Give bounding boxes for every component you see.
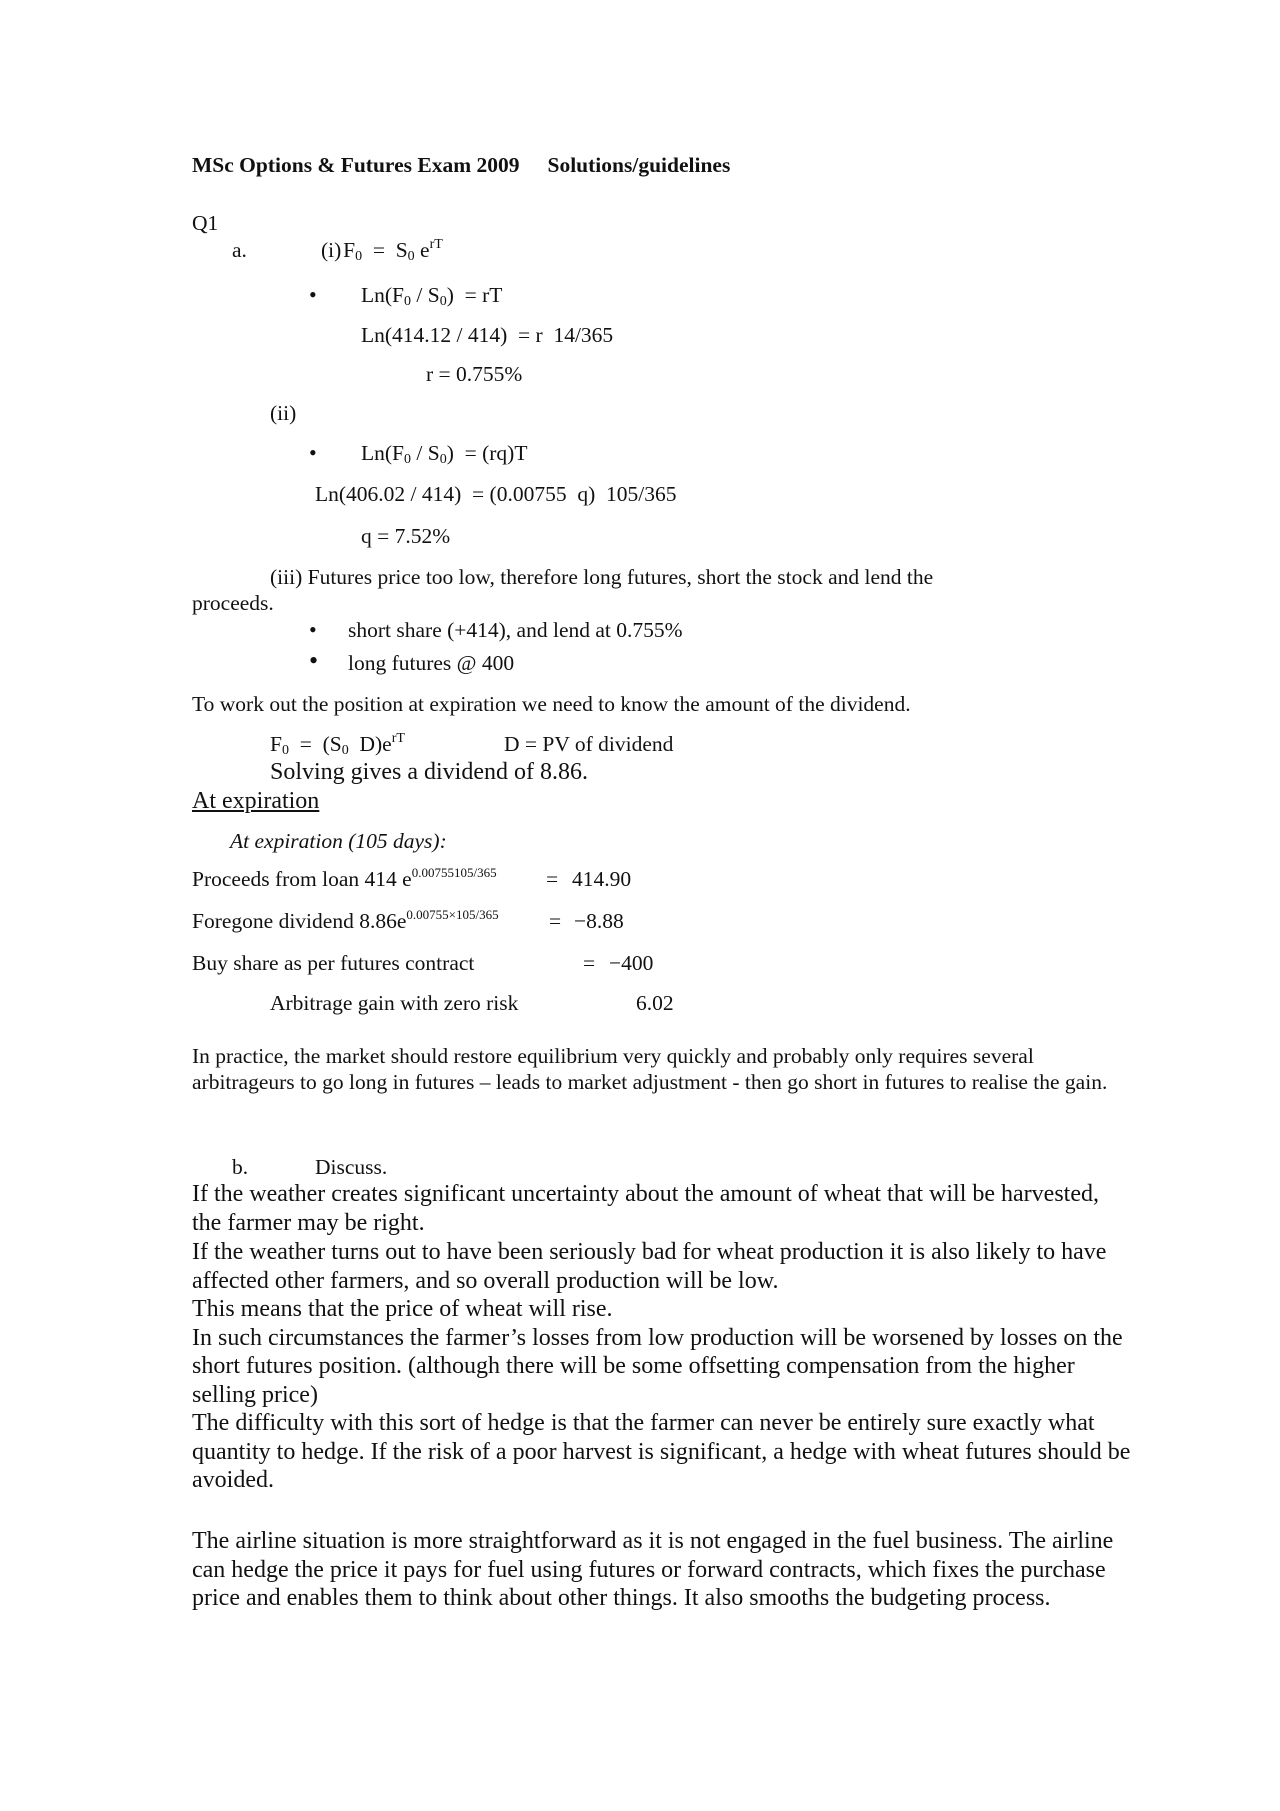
part-i-label: (i) [321,238,342,262]
buy-row-label: Buy share as per futures contract [192,951,475,975]
superscript: 0.00755×105/365 [406,907,499,922]
subscript: 0 [404,294,411,309]
dividend-intro: To work out the position at expiration we need to know the amount of the dividend. [192,692,911,716]
part-ii-substitution: Ln(406.02 / 414) = (0.00755 q) 105/365 [315,482,677,506]
formula-text: / S [411,283,440,307]
part-iii-text-cont: proceeds. [192,591,274,615]
formula-text: = S [362,238,408,262]
proceeds-row-label [192,866,497,892]
row-label-text: Foregone dividend 8.86e [192,909,407,933]
bullet-short-share: short share (+414), and lend at 0.755% [348,618,683,642]
gain-row-value: 6.02 [636,991,674,1015]
paragraph: The difficulty with this sort of hedge is that the farmer can never be entirely sure exactly what quantity to hedge. If the risk of a poor harvest is significant, a hedge with wheat futures should be avoided. [192,1410,1131,1493]
dividend-row-equals: = [549,909,562,933]
formula-text: ) = (rq)T [446,441,528,465]
formula-text: D)e [348,732,392,756]
formula-text: ) = rT [446,283,503,307]
paragraph: In such circumstances the farmer’s losses from low production will be worsened by losses on the short futures position. (although there will be some offsetting compensation from the higher selling price) [192,1324,1123,1408]
bullet-icon: • [309,440,317,465]
formula-text: / S [411,441,440,465]
superscript: 0.00755105/365 [411,865,497,880]
dividend-solution: Solving gives a dividend of 8.86. [270,759,588,785]
subscript: 0 [341,743,349,758]
formula-text: = (S [288,732,342,756]
buy-row-equals: = [583,951,596,975]
f-symbol: F [343,238,356,262]
solutions-label: Solutions/guidelines [547,153,731,177]
at-expiration-heading: At expiration [192,788,320,814]
exam-title: MSc Options & Futures Exam 2009 [192,153,520,177]
proceeds-row-value: 414.90 [572,867,632,891]
part-i-formula [321,237,443,263]
row-label-text: Proceeds from loan 414 e [192,867,412,891]
formula-text: Ln(F [361,441,404,465]
formula-text: e [414,238,430,262]
part-ii-result: q = 7.52% [361,524,451,548]
part-ii-log-formula [361,440,527,466]
bullet-icon: • [309,646,319,675]
part-iii-text: (iii) Futures price too low, therefore long futures, short the stock and lend the [270,565,934,589]
part-i-substitution: Ln(414.12 / 414) = r 14/365 [361,323,614,347]
subscript: 0 [439,452,447,467]
formula-text: F [270,732,282,756]
buy-row-value: −400 [609,951,654,975]
dividend-formula [270,731,405,757]
proceeds-row-equals: = [546,867,559,891]
dividend-row-value: −8.88 [574,909,624,933]
part-i-log-formula [361,282,502,308]
q1-label: Q1 [192,211,219,235]
gain-row-label: Arbitrage gain with zero risk [270,991,519,1015]
subscript: 0 [281,743,289,758]
at-expiration-subheading: At expiration (105 days): [230,829,447,853]
part-b-body [192,1180,1132,1495]
superscript: rT [429,237,443,252]
part-ii-label: (ii) [270,401,297,425]
subscript: 0 [355,249,363,264]
airline-paragraph: The airline situation is more straightforward as it is not engaged in the fuel business. The airline can hedge the price it pays for fuel using futures or forward contracts, which fixes the purchase price and enables them to think about other things. It also smooths the budgeting process. [192,1528,1114,1611]
superscript: rT [391,731,405,746]
subscript: 0 [439,294,447,309]
paragraph: If the weather creates significant uncertainty about the amount of wheat that will be harvested, the farmer may be right. [192,1181,1099,1236]
paragraph: If the weather turns out to have been seriously bad for wheat production it is also likely to have affected other farmers, and so overall production will be low. [192,1239,1107,1294]
subscript: 0 [407,249,415,264]
bullet-icon: • [309,617,317,642]
practice-paragraph: In practice, the market should restore equilibrium very quickly and probably only requires several arbitrageurs to go long in futures – leads to market adjustment - then go short in futures to realise the gain. [192,1044,1108,1094]
dividend-row-label [192,908,499,934]
bullet-long-futures: long futures @ 400 [348,651,515,675]
part-b-title: Discuss. [315,1155,388,1179]
part-b-label: b. [232,1155,249,1179]
part-i-result: r = 0.755% [426,362,523,386]
formula-text: Ln(F [361,283,404,307]
part-a-label: a. [232,238,247,262]
subscript: 0 [404,452,411,467]
bullet-icon: • [309,282,317,307]
dividend-definition: D = PV of dividend [504,732,674,756]
paragraph: This means that the price of wheat will rise. [192,1296,613,1322]
doc-title [192,152,730,178]
